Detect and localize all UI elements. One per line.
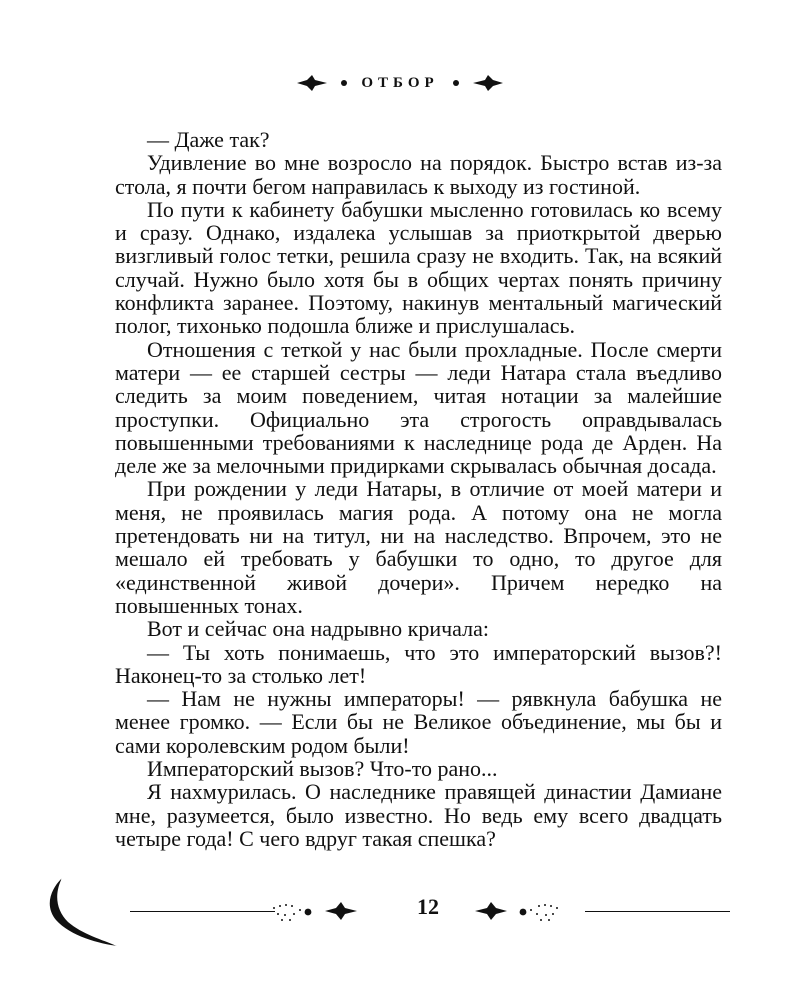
- header-dot-right: [453, 80, 459, 86]
- paragraph: Отношения с теткой у нас были прохладные. После смерти матери — ее старшей сестры — леди Натара стала въедливо следить за моим поведением, читая нотации за малейшие проступки. Официально эта строгость оправдывалась повышенными требованиями к наследнице рода де Арден. На деле же за мелочными придирками скрывалась обычная досада.: [115, 336, 722, 479]
- page-footer: [130, 890, 730, 930]
- running-header: [0, 68, 800, 98]
- running-title: ОТБОР: [361, 74, 439, 91]
- paragraph: По пути к кабинету бабушки мысленно готовилась ко всему и сразу. Однако, издалека услышав за приоткрытой дверью визгливый голос тетки, решила сразу не входить. Так, на всякий случай. Нужно было хотя бы в общих чертах понять причину конфликта заранее. Поэтому, накинув ментальный магический полог, тихонько подошла ближе и прислушалась.: [115, 196, 722, 339]
- paragraph: — Нам не нужны императоры! — рявкнула бабушка не менее громко. — Если бы не Великое объединение, мы бы и сами королевским родом были!: [115, 686, 722, 758]
- paragraph: Вот и сейчас она надрывно кричала:: [147, 616, 489, 642]
- paragraph: Удивление во мне возросло на порядок. Быстро встав из-за стола, я почти бегом направилась к выходу из гостиной.: [115, 150, 722, 199]
- right-diamond-icon: [475, 902, 507, 920]
- footer-rule-right: [585, 911, 730, 912]
- dotted-flourish-right-icon: [515, 898, 561, 926]
- header-dot-left: [341, 80, 347, 86]
- right-ornament-icon: [473, 75, 503, 91]
- footer-rule-left: [130, 911, 275, 912]
- paragraph: При рождении у леди Натары, в отличие от моей матери и меня, не проявилась магия рода. А потому она не могла претендовать ни на титул, ни на наследство. Впрочем, это не мешало ей требовать у бабушки то одно, то другое для «единственной живой дочери». Причем нередко на повышенных тонах.: [115, 476, 722, 618]
- dotted-flourish-left-icon: [270, 898, 316, 926]
- paragraph: — Ты хоть понимаешь, что это императорский вызов?! Наконец-то за столько лет!: [115, 639, 722, 688]
- paragraph: Я нахмурилась. О наследнике правящей династии Дамиане мне, разумеется, было известно. Но ведь ему всего двадцать четыре года! С чего вдруг такая спешка?: [115, 779, 722, 851]
- page-number: 12: [417, 894, 439, 919]
- paragraph: — Даже так?: [147, 127, 270, 152]
- feather-icon: [40, 870, 125, 950]
- left-ornament-icon: [297, 75, 327, 91]
- paragraph: Императорский вызов? Что-то рано...: [147, 756, 498, 782]
- left-diamond-icon: [325, 902, 357, 920]
- page-body-text: [115, 128, 722, 850]
